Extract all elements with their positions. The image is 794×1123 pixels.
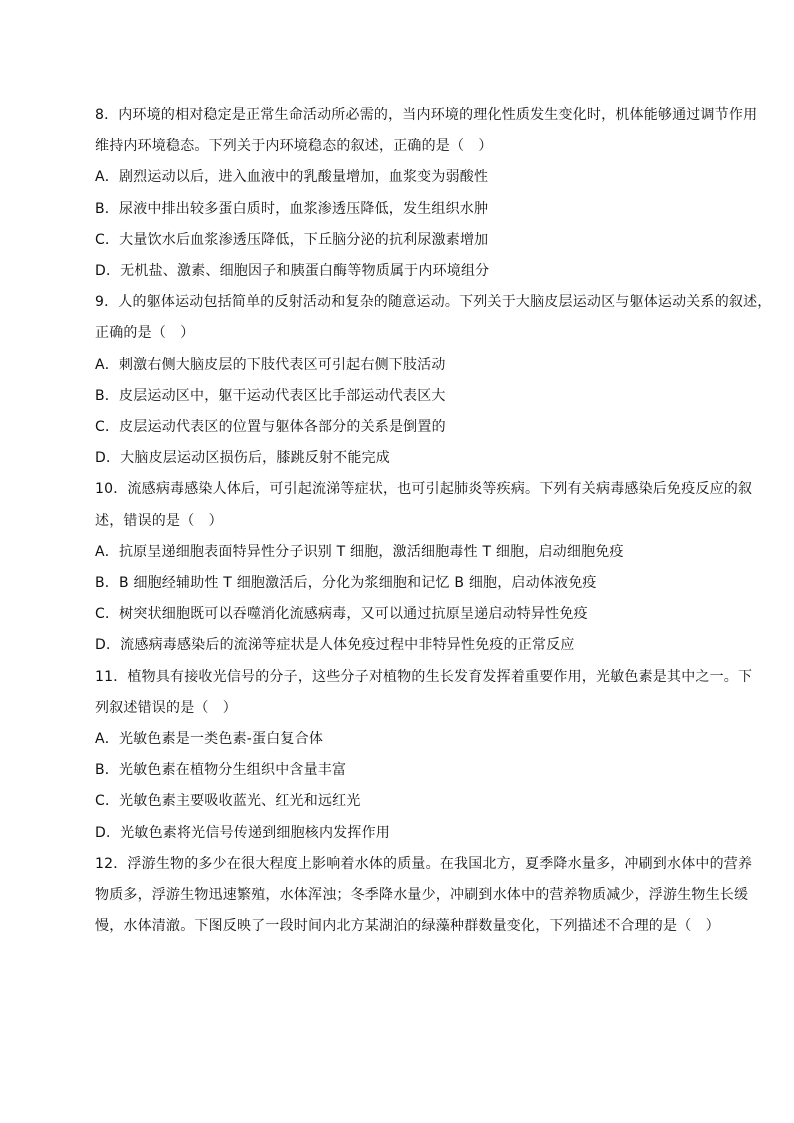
option-b: B．皮层运动区中，躯干运动代表区比手部运动代表区大	[95, 387, 446, 404]
question-9	[95, 287, 772, 474]
option-d: D．大脑皮层运动区损伤后，膝跳反射不能完成	[95, 450, 390, 467]
option-d: D．无机盐、激素、细胞因子和胰蛋白酶等物质属于内环境组分	[95, 263, 490, 280]
question-stem-line: 12．浮游生物的多少在很大程度上影响着水体的质量。在我国北方，夏季降水量多，冲刷到水体中的营养	[95, 855, 753, 872]
question-stem-line: 物质多，浮游生物迅速繁殖，水体浑浊；冬季降水量少，冲刷到水体中的营养物质减少，浮游生物生长缓	[95, 887, 749, 904]
question-stem-line: 述，错误的是（ ）	[95, 512, 223, 529]
option-c: C．光敏色素主要吸收蓝光、红光和远红光	[95, 793, 361, 810]
option-a: A．光敏色素是一类色素-蛋白复合体	[95, 731, 324, 748]
option-a: A．剧烈运动以后，进入血液中的乳酸量增加，血浆变为弱酸性	[95, 169, 489, 186]
option-d: D．流感病毒感染后的流涕等症状是人体免疫过程中非特异性免疫的正常反应	[95, 637, 575, 654]
option-c: C．大量饮水后血浆渗透压降低，下丘脑分泌的抗利尿激素增加	[95, 231, 489, 248]
question-stem-line: 9．人的躯体运动包括简单的反射活动和复杂的随意运动。下列关于大脑皮层运动区与躯体运动关系的叙述，	[95, 294, 772, 311]
option-b: B．B 细胞经辅助性 T 细胞激活后，分化为浆细胞和记忆 B 细胞，启动体液免疫	[95, 575, 597, 592]
question-8	[95, 100, 758, 287]
question-stem-line: 8．内环境的相对稳定是正常生命活动所必需的，当内环境的理化性质发生变化时，机体能够通过调节作用	[95, 107, 758, 123]
question-stem-line: 列叙述错误的是（ ）	[95, 699, 237, 716]
question-stem-line: 慢，水体清澈。下图反映了一段时间内北方某湖泊的绿藻种群数量变化，下列描述不合理的是（ ）	[95, 918, 720, 935]
question-stem-line: 维持内环境稳态。下列关于内环境稳态的叙述，正确的是（ ）	[95, 138, 493, 155]
option-b: B．尿液中排出较多蛋白质时，血浆渗透压降低，发生组织水肿	[95, 200, 489, 217]
option-c: C．皮层运动代表区的位置与躯体各部分的关系是倒置的	[95, 419, 446, 436]
question-10	[95, 474, 753, 661]
question-stem-line: 11．植物具有接收光信号的分子，这些分子对植物的生长发育发挥着重要作用，光敏色素是其中之一。下	[95, 668, 753, 685]
option-b: B．光敏色素在植物分生组织中含量丰富	[95, 762, 347, 779]
question-stem-line: 正确的是（ ）	[95, 325, 195, 342]
question-list	[95, 100, 772, 942]
option-c: C．树突状细胞既可以吞噬消化流感病毒，又可以通过抗原呈递启动特异性免疫	[95, 606, 588, 623]
option-d: D．光敏色素将光信号传递到细胞核内发挥作用	[95, 824, 390, 841]
option-a: A．抗原呈递细胞表面特异性分子识别 T 细胞，激活细胞毒性 T 细胞，启动细胞免疫	[95, 543, 624, 560]
question-12	[95, 849, 753, 943]
option-a: A．刺激右侧大脑皮层的下肢代表区可引起右侧下肢活动	[95, 356, 446, 373]
question-stem-line: 10．流感病毒感染人体后，可引起流涕等症状，也可引起肺炎等疾病。下列有关病毒感染后免疫反应的叙	[95, 481, 753, 498]
question-11	[95, 662, 753, 849]
